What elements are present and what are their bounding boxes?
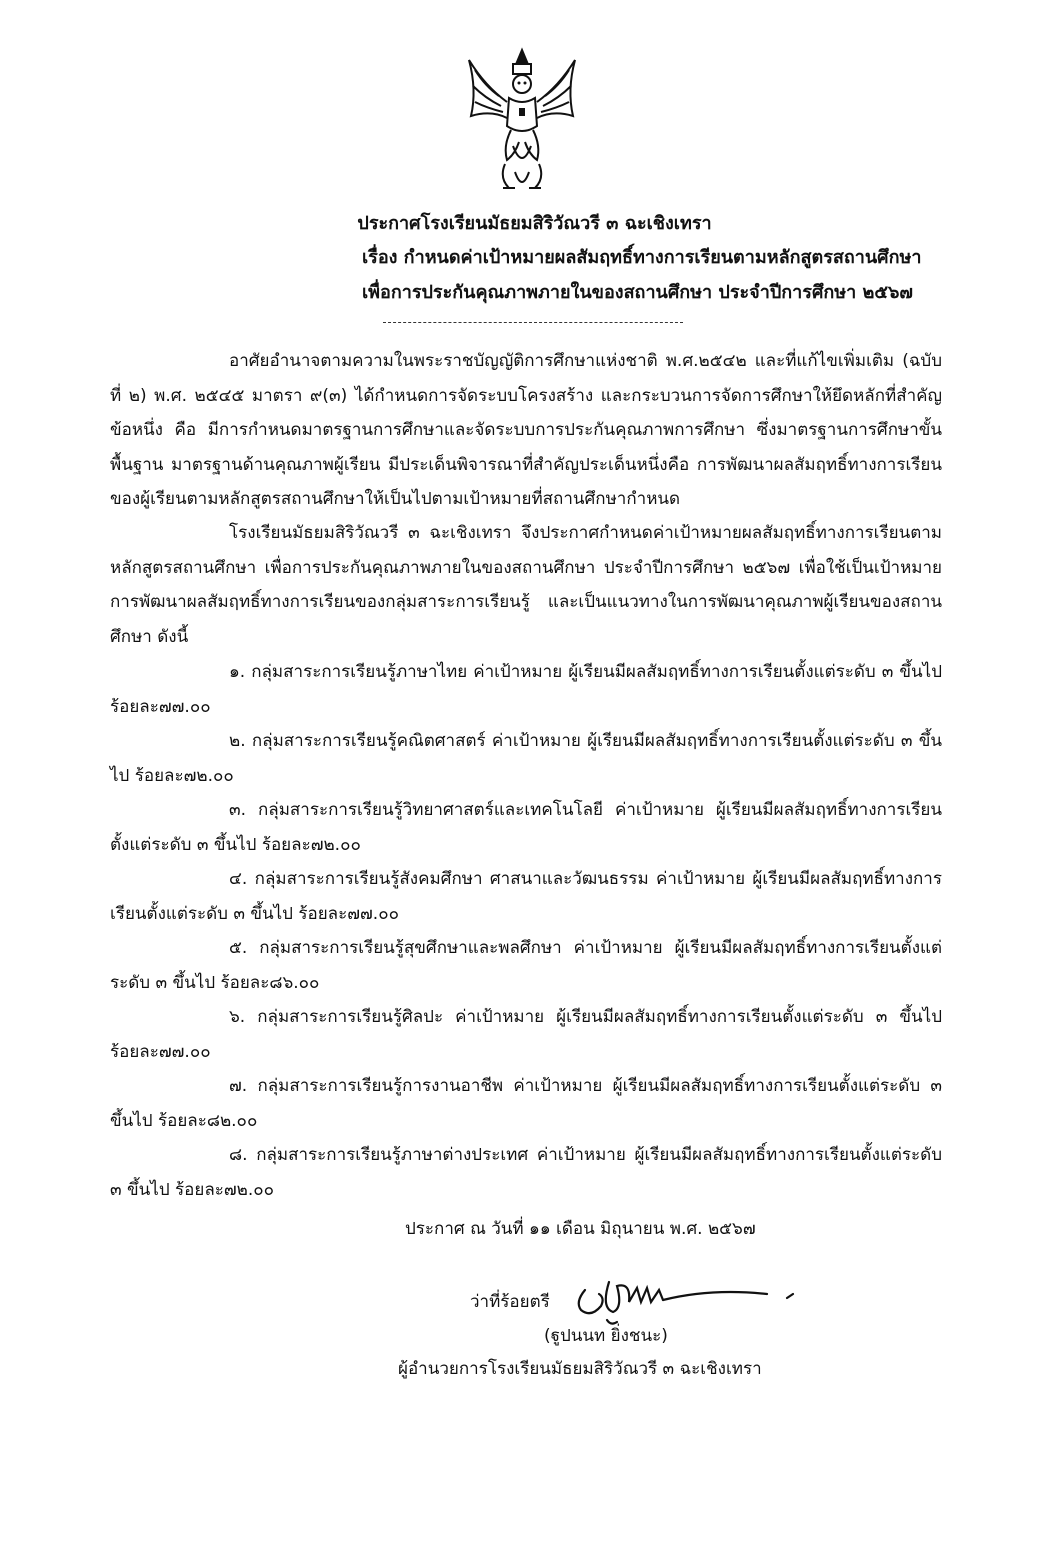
target-list bbox=[110, 655, 942, 1207]
list-item: ๖. กลุ่มสาระการเรียนรู้ศิลปะ ค่าเป้าหมาย ผู้เรียนมีผลสัมฤทธิ์ทางการเรียนตั้งแต่ระดับ ๓ ขึ้นไป ร้อยละ๗๗.๐๐ bbox=[110, 1007, 942, 1062]
list-item: ๔. กลุ่มสาระการเรียนรู้สังคมศึกษา ศาสนาและวัฒนธรรม ค่าเป้าหมาย ผู้เรียนมีผลสัมฤทธิ์ทางการเรียนตั้งแต่ระดับ ๓ ขึ้นไป ร้อยละ๗๗.๐๐ bbox=[110, 869, 942, 924]
announcement-subject: เรื่อง กำหนดค่าเป้าหมายผลสัมฤทธิ์ทางการเรียนตามหลักสูตรสถานศึกษา bbox=[362, 247, 922, 268]
announcement-date: ประกาศ ณ วันที่ ๑๑ เดือน มิถุนายน พ.ศ. ๒๕๖๗ bbox=[405, 1219, 756, 1239]
list-item: ๑. กลุ่มสาระการเรียนรู้ภาษาไทย ค่าเป้าหมาย ผู้เรียนมีผลสัมฤทธิ์ทางการเรียนตั้งแต่ระดับ ๓ ขึ้นไป ร้อยละ๗๗.๐๐ bbox=[110, 662, 942, 717]
list-item: ๕. กลุ่มสาระการเรียนรู้สุขศึกษาและพลศึกษา ค่าเป้าหมาย ผู้เรียนมีผลสัมฤทธิ์ทางการเรียนตั้งแต่ระดับ ๓ ขึ้นไป ร้อยละ๘๖.๐๐ bbox=[110, 938, 942, 993]
handwritten-signature-icon bbox=[571, 1268, 801, 1328]
announcement-title: ประกาศโรงเรียนมัธยมสิริวัณวรี ๓ ฉะเชิงเทรา bbox=[357, 213, 712, 234]
signer-name: (ฐูปนนท ยิ่งชนะ) bbox=[544, 1326, 668, 1346]
list-item: ๘. กลุ่มสาระการเรียนรู้ภาษาต่างประเทศ ค่าเป้าหมาย ผู้เรียนมีผลสัมฤทธิ์ทางการเรียนตั้งแต่ระดับ ๓ ขึ้นไป ร้อยละ๗๒.๐๐ bbox=[110, 1145, 942, 1200]
list-item: ๒. กลุ่มสาระการเรียนรู้คณิตศาสตร์ ค่าเป้าหมาย ผู้เรียนมีผลสัมฤทธิ์ทางการเรียนตั้งแต่ระดับ ๓ ขึ้นไป ร้อยละ๗๒.๐๐ bbox=[110, 731, 942, 786]
list-item: ๓. กลุ่มสาระการเรียนรู้วิทยาศาสตร์และเทคโนโลยี ค่าเป้าหมาย ผู้เรียนมีผลสัมฤทธิ์ทางการเรียนตั้งแต่ระดับ ๓ ขึ้นไป ร้อยละ๗๒.๐๐ bbox=[110, 800, 942, 855]
announcement-subject-cont: เพื่อการประกันคุณภาพภายในของสถานศึกษา ประจำปีการศึกษา ๒๕๖๗ bbox=[362, 282, 913, 303]
paragraph-authority: อาศัยอำนาจตามความในพระราชบัญญัติการศึกษาแห่งชาติ พ.ศ.๒๕๔๒ และที่แก้ไขเพิ่มเติม (ฉบับที่ ๒) พ.ศ. ๒๕๔๕ มาตรา ๙(๓) ได้กำหนดการจัดระบบโครงสร้าง และกระบวนการจัดการศึกษาให้ยึดหลักที่สำคัญข้อหนึ่ง คือ มีการกำหนดมาตรฐานการศึกษาและจัดระบบการประกันคุณภาพการศึกษา ซึ่งมาตรฐานการศึกษาขั้นพื้นฐาน มาตรฐานด้านคุณภาพผู้เรียน มีประเด็นพิจารณาที่สำคัญประเด็นหนึ่งคือ การพัฒนาผลสัมฤทธิ์ทางการเรียนของผู้เรียนตามหลักสูตรสถานศึกษาให้เป็นไปตามเป้าหมายที่สถานศึกษากำหนด bbox=[110, 351, 942, 510]
paragraph-purpose: โรงเรียนมัธยมสิริวัณวรี ๓ ฉะเชิงเทรา จึงประกาศกำหนดค่าเป้าหมายผลสัมฤทธิ์ทางการเรียนตามหลักสูตรสถานศึกษา เพื่อการประกันคุณภาพภายในของสถานศึกษา ประจำปีการศึกษา ๒๕๖๗ เพื่อใช้เป็นเป้าหมายการพัฒนาผลสัมฤทธิ์ทางการเรียนของกลุ่มสาระการเรียนรู้ และเป็นแนวทางในการพัฒนาคุณภาพผู้เรียนของสถานศึกษา ดังนี้ bbox=[110, 523, 942, 647]
signer-rank: ว่าที่ร้อยตรี bbox=[470, 1292, 550, 1312]
divider bbox=[383, 322, 683, 323]
garuda-emblem-icon bbox=[463, 46, 581, 196]
signer-position: ผู้อำนวยการโรงเรียนมัธยมสิริวัณวรี ๓ ฉะเชิงเทรา bbox=[398, 1359, 762, 1379]
list-item: ๗. กลุ่มสาระการเรียนรู้การงานอาชีพ ค่าเป้าหมาย ผู้เรียนมีผลสัมฤทธิ์ทางการเรียนตั้งแต่ระดับ ๓ ขึ้นไป ร้อยละ๘๒.๐๐ bbox=[110, 1076, 942, 1131]
